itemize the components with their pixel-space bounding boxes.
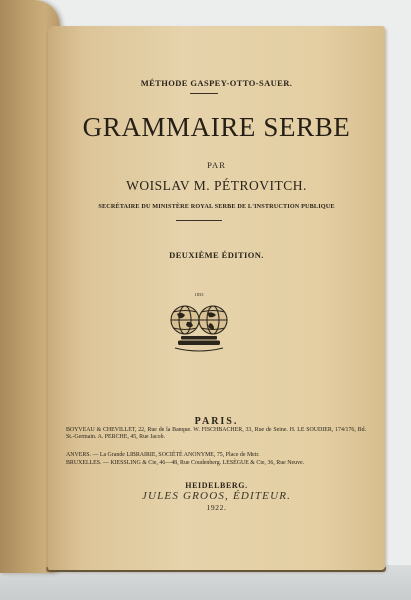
series-name: MÉTHODE GASPEY-OTTO-SAUER. [140, 78, 293, 88]
imprint-city-heidelberg: HEIDELBERG. [185, 481, 248, 490]
imprint-anvers: ANVERS. — La Grande LIBRAIRIE, SOCIÉTÉ ANONYME, 75, Place de Meir. [66, 452, 260, 458]
author-name: WOISLAV M. PÉTROVITCH. [126, 178, 307, 193]
imprint-bruxelles: BRUXELLES. — KIESSLING & Cie, 46—48, Rue Coudenberg. LESÈGUE & Cie, 36, Rue Neuve. [66, 460, 305, 466]
imprint-city-paris: PARIS. [194, 416, 239, 427]
edition-label: DEUXIÈME ÉDITION. [169, 250, 264, 260]
divider-rule [176, 220, 222, 221]
author-role: SECRÉTAIRE DU MINISTÈRE ROYAL SERBE DE L'INSTRUCTION PUBLIQUE [98, 203, 335, 210]
by-label: PAR [207, 160, 226, 170]
divider-rule [190, 93, 218, 94]
publication-year: 1922. [206, 503, 227, 512]
imprint-paris-booksellers: BOYVEAU & CHEVILLET, 22, Rue de la Banque. W. FISCHBACHER, 33, Rue de Seine. H. LE SOUDIER, 174/176, Bd. St.-Germain. A. PERCHE, 45, Rue Jacob. [66, 427, 366, 441]
book-title: GRAMMAIRE SERBE [82, 112, 351, 142]
publisher-name: JULES GROOS, ÉDITEUR. [141, 490, 292, 502]
emblem-caption: 1833 [194, 292, 204, 297]
twin-globes-emblem-icon [163, 290, 235, 356]
